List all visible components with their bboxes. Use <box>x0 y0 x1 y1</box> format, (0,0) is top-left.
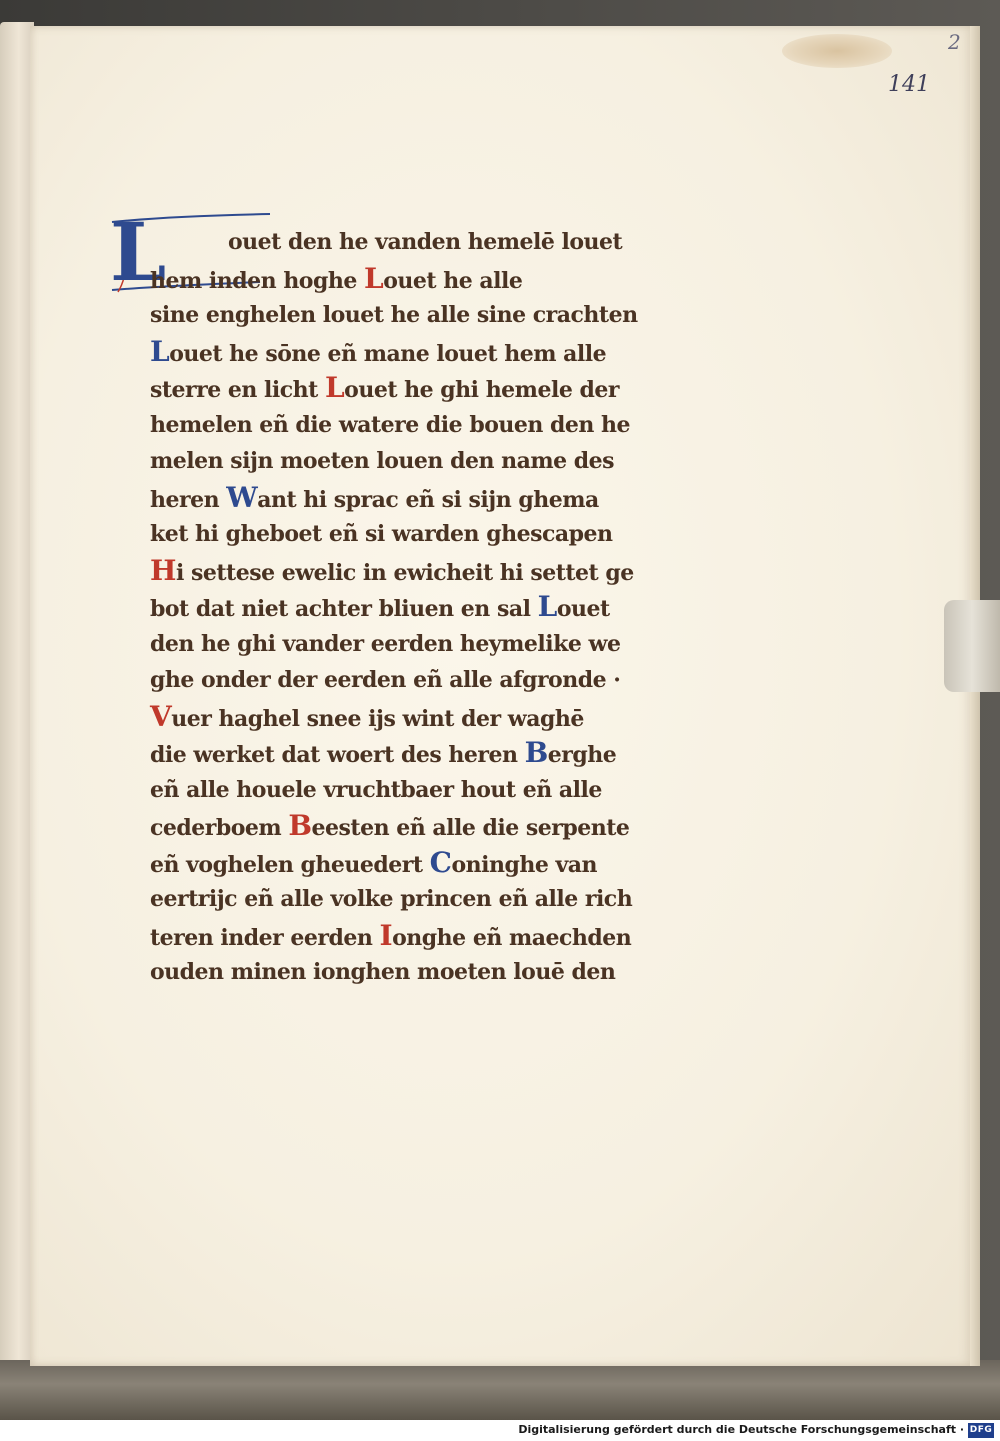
red-initial: V <box>150 699 172 733</box>
line-text: eñ alle houele vruchtbaer hout eñ alle <box>150 776 602 803</box>
line-text: i settese ewelic in ewicheit hi settet ge <box>175 559 634 586</box>
text-line <box>150 297 720 334</box>
line-text: ouet he sōne eñ mane louet hem alle <box>169 340 607 367</box>
line-text: ant hi sprac eñ si sijn ghema <box>257 486 599 513</box>
text-line <box>150 662 720 699</box>
line-text: melen sijn moeten louen den name des <box>150 448 615 474</box>
line-text: hem inden hoghe <box>150 267 365 294</box>
line-text: erghe <box>547 742 617 768</box>
text-line <box>150 735 720 772</box>
line-text: ouet he ghi hemele der <box>344 377 619 403</box>
text-line <box>150 845 720 882</box>
blue-initial: B <box>524 736 548 769</box>
text-line <box>150 443 720 480</box>
line-text: onghe eñ maechden <box>392 924 632 951</box>
text-line <box>150 881 720 918</box>
line-text: heren <box>150 486 227 513</box>
line-text: bot dat niet achter bliuen en sal <box>150 596 538 622</box>
line-text: oninghe van <box>451 851 598 878</box>
text-line <box>150 589 720 626</box>
blue-initial: L <box>537 590 557 623</box>
line-text: den he ghi vander eerden heymelike we <box>150 630 621 657</box>
red-initial: L <box>324 371 345 404</box>
line-text: eñ voghelen gheuedert <box>150 851 430 878</box>
footer-bar <box>0 1420 1000 1441</box>
blue-initial: W <box>226 480 258 514</box>
text-line <box>150 261 720 298</box>
manuscript-text <box>150 224 720 991</box>
text-line <box>150 626 720 663</box>
line-text: ket hi gheboet eñ si warden ghescapen <box>150 521 613 547</box>
text-line <box>150 516 720 553</box>
line-text: cederboem <box>150 815 289 841</box>
dfg-logo: DFG <box>968 1423 994 1438</box>
page-tab-marker <box>944 600 1000 692</box>
line-text: teren inder eerden <box>150 924 380 951</box>
line-text: eesten eñ alle die serpente <box>311 815 630 841</box>
line-text: ouet den he vanden hemelē louet <box>228 229 623 255</box>
text-line <box>150 918 720 955</box>
previous-leaf-edge <box>0 22 34 1367</box>
line-text: ghe onder der eerden eñ alle afgronde · <box>150 667 621 693</box>
text-line <box>150 954 720 991</box>
binding-board <box>0 1360 1000 1420</box>
text-line <box>150 699 720 736</box>
line-text: ouet <box>556 596 610 622</box>
line-text: eertrijc eñ alle volke princen eñ alle rich <box>150 886 633 912</box>
corner-mark: 2 <box>948 30 961 54</box>
text-line <box>150 480 720 517</box>
red-initial: B <box>288 809 312 842</box>
text-line <box>150 808 720 845</box>
blue-initial: L <box>150 334 170 368</box>
red-initial: H <box>150 553 176 587</box>
red-initial: I <box>379 918 393 952</box>
red-initial: L <box>364 261 384 295</box>
text-line <box>150 772 720 809</box>
line-text: sine enghelen louet he alle sine crachten <box>150 302 638 328</box>
line-text: uer haghel snee ijs wint der waghē <box>171 705 584 732</box>
blue-initial: C <box>429 845 452 879</box>
decorated-initial: L <box>110 205 167 299</box>
funding-credit: Digitalisierung gefördert durch die Deutsche Forschungsgemeinschaft · <box>518 1423 964 1436</box>
page-edge <box>970 26 980 1366</box>
folio-number: 141 <box>888 72 930 97</box>
text-line <box>150 370 720 407</box>
page-stain <box>782 34 892 68</box>
text-line <box>150 553 720 590</box>
line-text: ouden minen ionghen moeten louē den <box>150 959 616 985</box>
line-text: die werket dat woert des heren <box>150 742 525 768</box>
line-text: ouet he alle <box>383 267 523 294</box>
line-text: hemelen eñ die watere die bouen den he <box>150 411 631 438</box>
text-line <box>150 334 720 371</box>
text-line <box>150 224 720 261</box>
line-text: sterre en licht <box>150 377 325 403</box>
text-line <box>150 407 720 444</box>
